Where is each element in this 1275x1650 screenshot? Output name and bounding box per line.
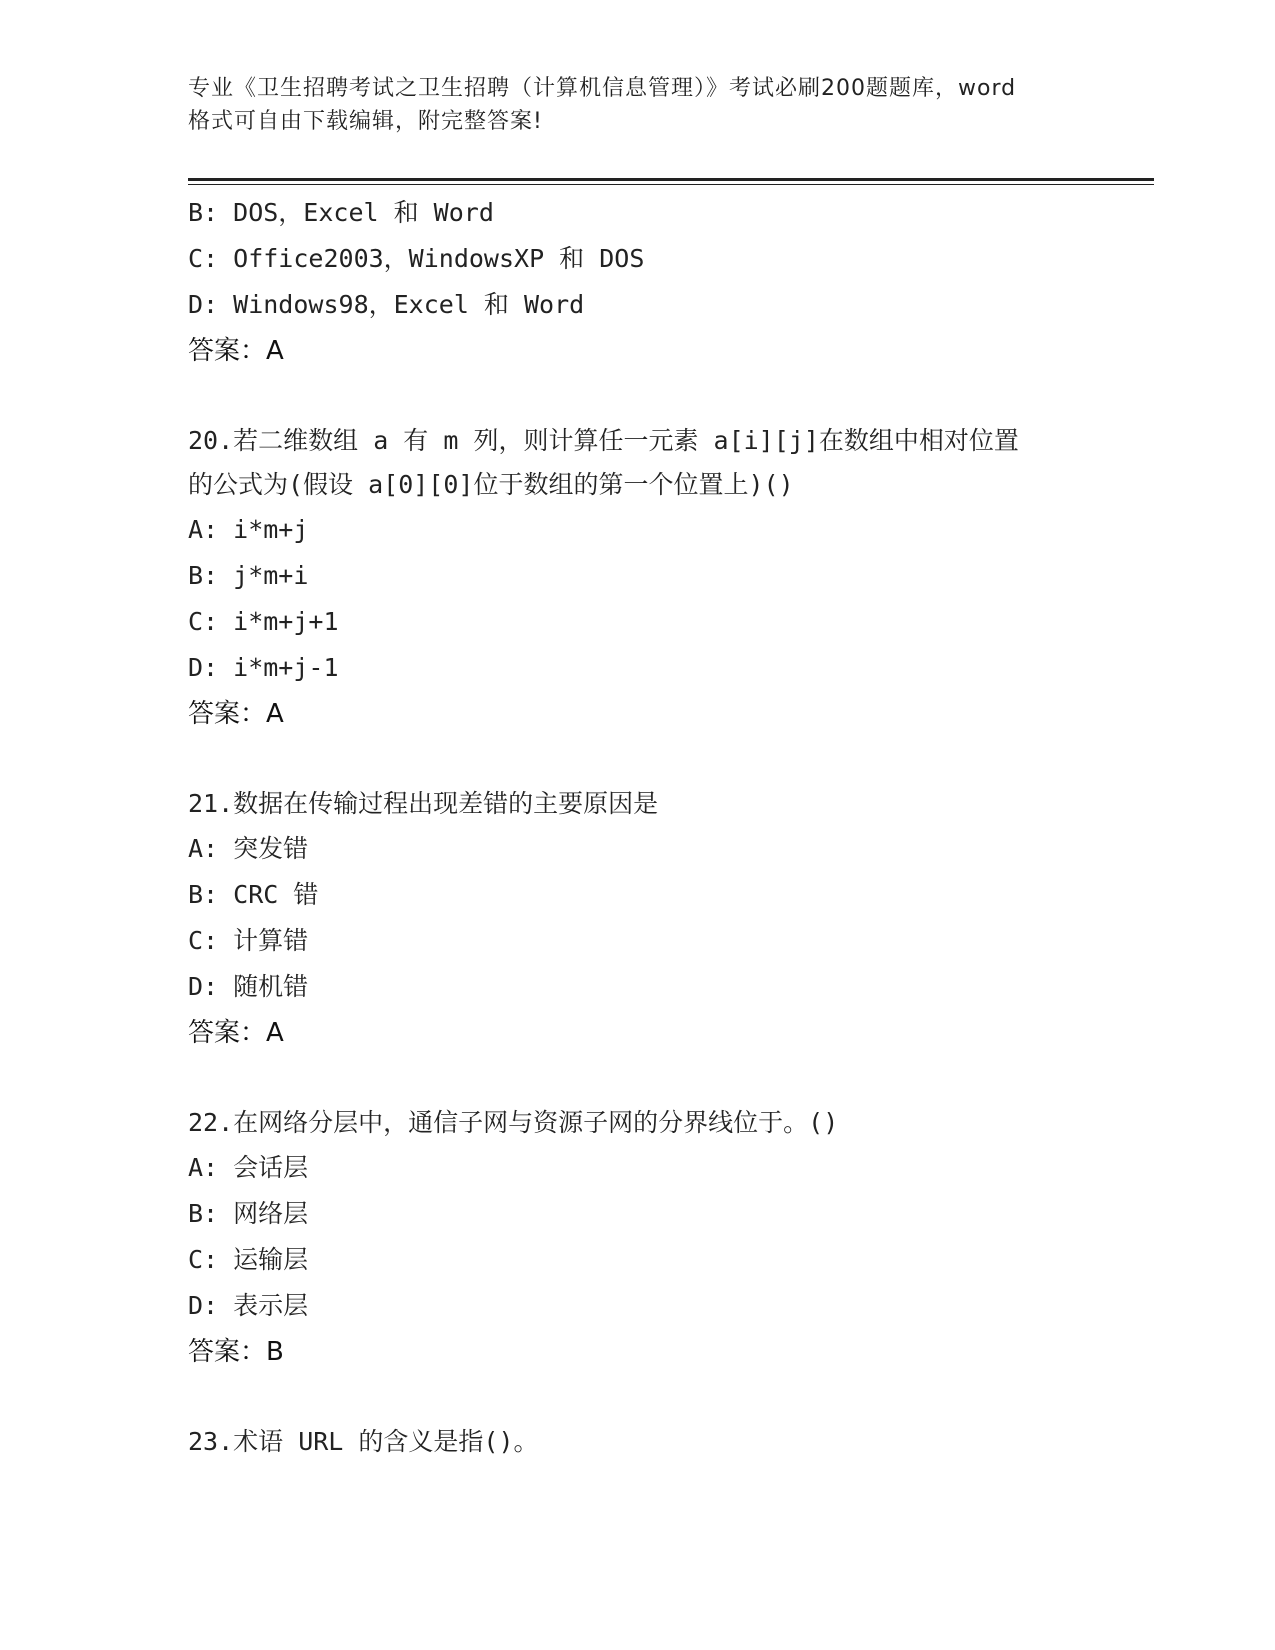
answer-line: 答案：B [188,1337,284,1367]
answer-line: 答案：A [188,336,284,366]
document-header [188,72,1088,138]
option-a: A: 会话层 [188,1153,309,1182]
question-20 [188,419,1148,737]
question-text [188,419,1088,507]
option-a: A: 突发错 [188,834,309,863]
option-c: C: 计算错 [188,926,309,955]
spacer [188,737,1148,782]
question-23 [188,1420,1148,1464]
option-b: B: DOS，Excel 和 Word [188,198,494,227]
question-text [188,1420,1088,1464]
option-d: D: Windows98，Excel 和 Word [188,290,585,319]
option-d: D: i*m+j-1 [188,653,339,682]
header-title-line-1: 专业《卫生招聘考试之卫生招聘（计算机信息管理）》考试必刷200题题库，word [188,76,1017,101]
spacer [188,1056,1148,1101]
question-text-line-1: 22.在网络分层中，通信子网与资源子网的分界线位于。() [188,1108,839,1137]
option-a: A: i*m+j [188,515,309,544]
question-text [188,782,1088,826]
header-divider [188,178,1154,185]
question-text [188,1101,1088,1145]
question-text-line-1: 20.若二维数组 a 有 m 列，则计算任一元素 a[i][j]在数组中相对位置 [188,426,1019,455]
option-b: B: 网络层 [188,1199,309,1228]
option-c: C: 运输层 [188,1245,309,1274]
option-b: B: j*m+i [188,561,309,590]
question-22 [188,1101,1148,1375]
question-text-line-2: 的公式为(假设 a[0][0]位于数组的第一个位置上)() [188,470,794,499]
question-text-line-1: 21.数据在传输过程出现差错的主要原因是 [188,789,659,818]
question-19-continued [188,190,1148,374]
option-c: C: i*m+j+1 [188,607,339,636]
spacer [188,374,1148,419]
option-d: D: 随机错 [188,972,309,1001]
question-list [188,190,1148,1464]
question-21 [188,782,1148,1056]
answer-line: 答案：A [188,1018,284,1048]
option-c: C: Office2003，WindowsXP 和 DOS [188,244,645,273]
option-b: B: CRC 错 [188,880,319,909]
answer-line: 答案：A [188,699,284,729]
option-d: D: 表示层 [188,1291,309,1320]
spacer [188,1375,1148,1420]
header-title-line-2: 格式可自由下载编辑，附完整答案! [188,109,543,134]
question-text-line-1: 23.术语 URL 的含义是指()。 [188,1427,539,1456]
